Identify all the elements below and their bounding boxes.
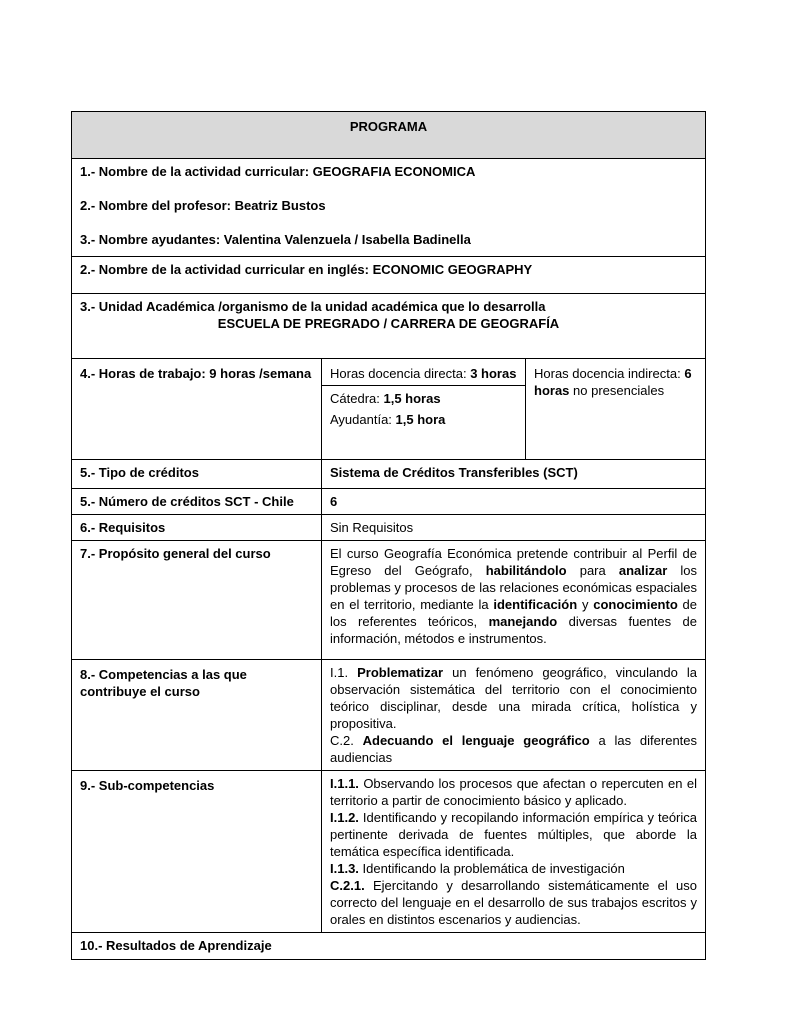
- competencia-emphasis: Problematizar: [357, 665, 444, 680]
- horas-directa-value: 3 horas: [470, 366, 517, 381]
- horas-indirecta-value: 6 horas: [534, 366, 692, 398]
- competencias-label: 8.- Competencias a las que contribuye el curso: [72, 660, 322, 771]
- proposito-part: diversas fuentes de información, métodos e instrumentos.: [330, 614, 698, 646]
- requisitos-row: [72, 515, 706, 541]
- program-document: [71, 111, 705, 960]
- program-table: [71, 111, 706, 960]
- numero-label: 5.- Número de créditos SCT - Chile: [72, 489, 322, 515]
- competencias-text: [322, 660, 706, 771]
- proposito-label: 7.- Propósito general del curso: [72, 541, 322, 660]
- catedra-label: Cátedra:: [330, 391, 384, 406]
- subcompetencias-label: 9.- Sub-competencias: [72, 771, 322, 933]
- horas-indirecta: [526, 359, 706, 460]
- proposito-part: de los referentes teóricos,: [330, 597, 698, 629]
- horas-indirecta-label: Horas docencia indirecta:: [534, 366, 685, 381]
- competencia-part: un fenómeno geográfico, vinculando la observación sistemática del territorio con el conocimiento teórico disciplinar, desde una mirada crítica, holística y propositiva.: [330, 665, 698, 731]
- proposito-emphasis: analizar: [618, 563, 668, 578]
- resultados-row: [72, 933, 706, 960]
- numero-value: 6: [322, 489, 706, 515]
- horas-ayudantia: [322, 407, 525, 459]
- proposito-part: los problemas y procesos de las relaciones económicas espaciales en el territorio, mediante la: [330, 563, 698, 612]
- proposito-emphasis: conocimiento: [593, 597, 678, 612]
- ayudantia-label: Ayudantía:: [330, 412, 396, 427]
- horas-catedra: [322, 386, 525, 407]
- catedra-value: 1,5 horas: [383, 391, 441, 406]
- horas-directa-label: Horas docencia directa:: [330, 366, 471, 381]
- subcompetencia-part: Identificando la problemática de investigación: [358, 861, 625, 876]
- proposito-text: [322, 541, 706, 660]
- section-names-row: [72, 159, 706, 257]
- professor-name: 2.- Nombre del profesor: Beatriz Bustos: [80, 198, 326, 213]
- unidad-label: 3.- Unidad Académica /organismo de la unidad académica que lo desarrolla: [80, 299, 546, 314]
- ayudantia-value: 1,5 hora: [395, 412, 446, 427]
- requisitos-label: 6.- Requisitos: [72, 515, 322, 541]
- numero-row: [72, 489, 706, 515]
- subcompetencias-text: [322, 771, 706, 933]
- horas-directa: [322, 359, 525, 386]
- requisitos-value: Sin Requisitos: [322, 515, 706, 541]
- horas-indirecta-suffix: no presenciales: [569, 383, 665, 398]
- proposito-part: y: [577, 597, 594, 612]
- page-title: PROGRAMA: [72, 112, 706, 159]
- subcompetencia-part: Identificando y recopilando información empírica y teórica pertinente derivada de fuentes múltiples, que aborde la temática específica identificada.: [330, 810, 698, 859]
- subcompetencia-code: I.1.3.: [330, 861, 359, 876]
- subcompetencia-4: [330, 877, 697, 928]
- subcompetencia-code: C.2.1.: [330, 878, 365, 893]
- proposito-part: El curso Geografía Económica pretende contribuir al Perfil de Egreso del Geógrafo,: [330, 546, 698, 578]
- horas-label: 4.- Horas de trabajo: 9 horas /semana: [72, 359, 322, 460]
- subcompetencia-1: [330, 775, 697, 809]
- tipo-row: [72, 460, 706, 489]
- competencia-part: a las diferentes audiencias: [330, 733, 698, 765]
- proposito-row: [72, 541, 706, 660]
- english-name: 2.- Nombre de la actividad curricular en inglés: ECONOMIC GEOGRAPHY: [72, 257, 706, 294]
- unidad-value: ESCUELA DE PREGRADO / CARRERA DE GEOGRAFÍA: [217, 316, 560, 331]
- competencias-row: [72, 660, 706, 771]
- competencia-1: [330, 664, 697, 732]
- tipo-value: Sistema de Créditos Transferibles (SCT): [322, 460, 706, 489]
- proposito-emphasis: habilitándolo: [485, 563, 567, 578]
- tipo-label: 5.- Tipo de créditos: [72, 460, 322, 489]
- subcompetencia-part: Observando los procesos que afectan o repercuten en el territorio a partir de conocimiento básico y aplicado.: [330, 776, 698, 808]
- proposito-emphasis: manejando: [488, 614, 558, 629]
- horas-row: [72, 359, 706, 460]
- competencia-code: I.1.: [330, 665, 358, 680]
- subcompetencia-2: [330, 809, 697, 860]
- subcompetencia-code: I.1.2.: [330, 810, 359, 825]
- competencia-emphasis: Adecuando el lenguaje geográfico: [362, 733, 590, 748]
- assistants-names: 3.- Nombre ayudantes: Valentina Valenzuela / Isabella Badinella: [80, 232, 471, 247]
- subcompetencia-code: I.1.1.: [330, 776, 359, 791]
- english-name-row: [72, 257, 706, 294]
- subcompetencia-part: Ejercitando y desarrollando sistemáticamente el uso correcto del lenguaje en el desarrollo de sus trabajos escritos y orales en distintos escenarios y audiencias.: [330, 878, 698, 927]
- header-row: [72, 112, 706, 159]
- competencia-2: [330, 732, 697, 766]
- unidad-row: [72, 294, 706, 359]
- subcompetencias-row: [72, 771, 706, 933]
- proposito-emphasis: identificación: [493, 597, 578, 612]
- competencia-code: C.2.: [330, 733, 363, 748]
- proposito-part: para: [566, 563, 619, 578]
- activity-name: 1.- Nombre de la actividad curricular: GEOGRAFIA ECONOMICA: [80, 164, 476, 179]
- resultados-label: 10.- Resultados de Aprendizaje: [72, 933, 706, 960]
- subcompetencia-3: [330, 860, 697, 877]
